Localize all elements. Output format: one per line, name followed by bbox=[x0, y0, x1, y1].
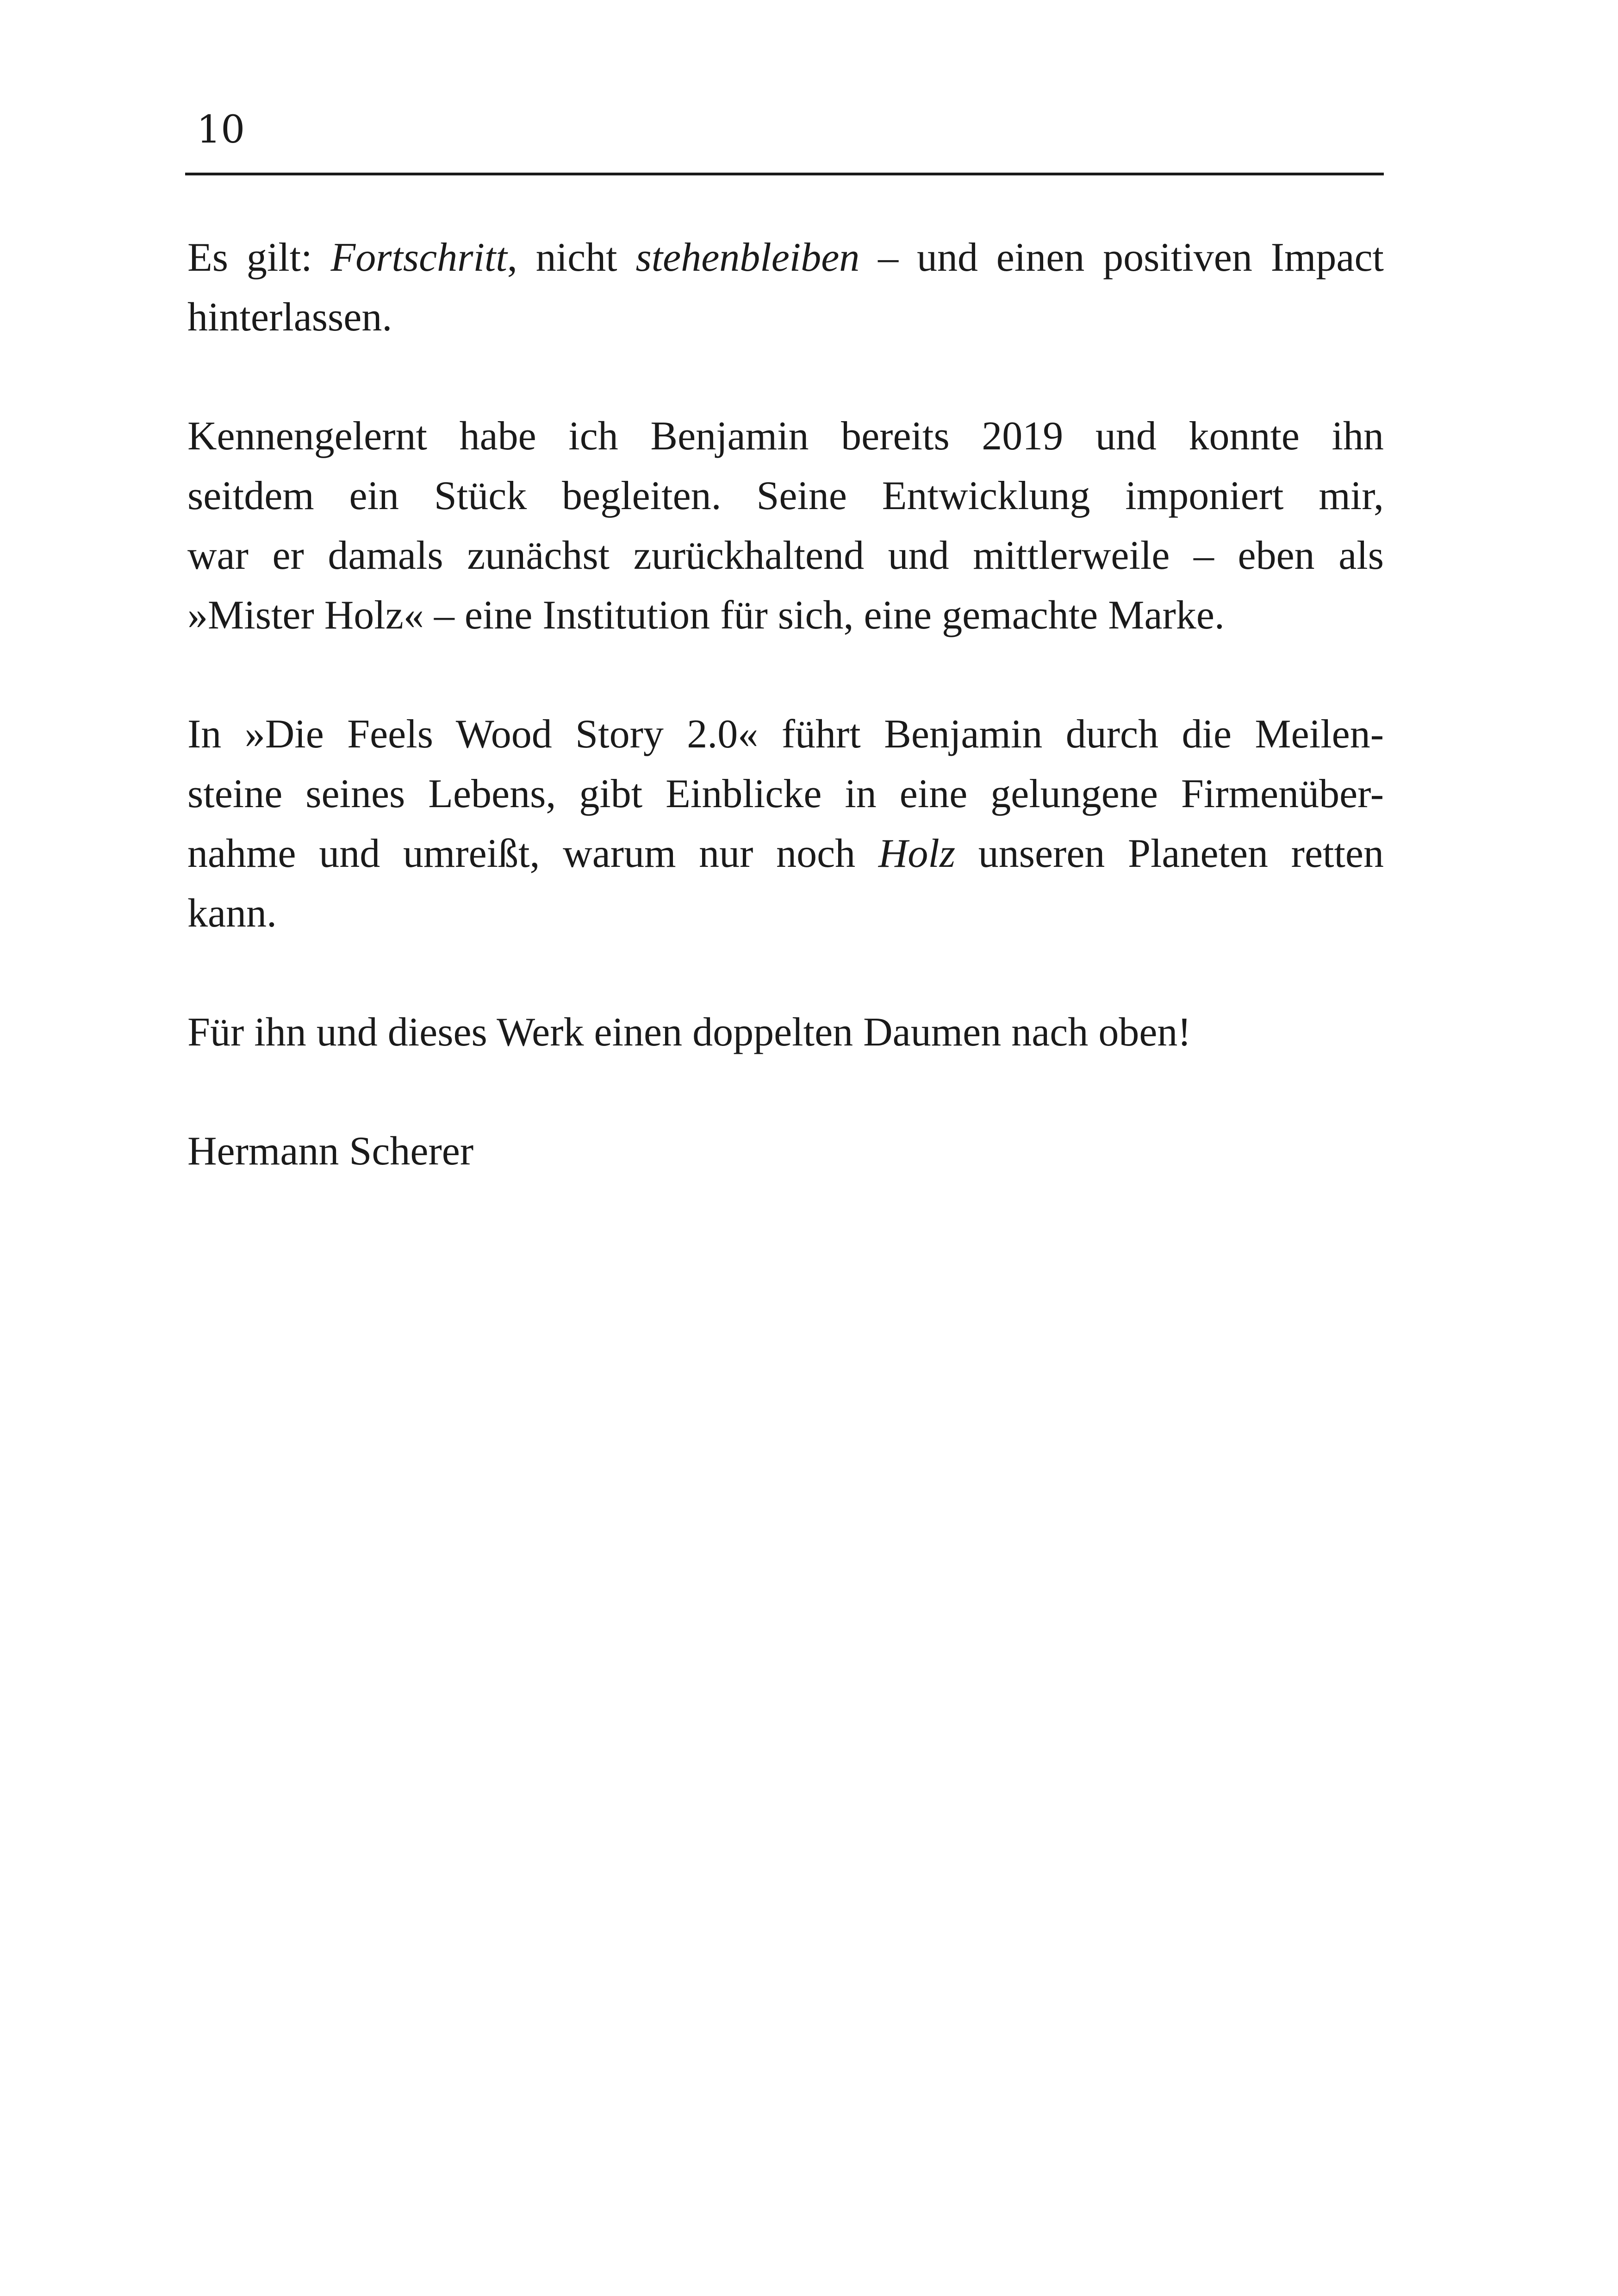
text-line: seitdem ein Stück begleiten. Seine Entwicklung imponiert mir, bbox=[187, 473, 1384, 518]
body-text bbox=[187, 228, 1384, 1181]
text-line: In »Die Feels Wood Story 2.0« führt Benjamin durch die Meilen- bbox=[187, 712, 1384, 757]
paragraph-1 bbox=[187, 228, 1384, 347]
text-line: war er damals zunächst zurückhaltend und mittlerweile – eben als bbox=[187, 533, 1384, 578]
text-line: kann. bbox=[187, 891, 277, 936]
emphasis-fortschritt: Fortschritt bbox=[330, 235, 507, 280]
paragraph-4: Für ihn und dieses Werk einen doppelten Daumen nach oben! bbox=[187, 1010, 1191, 1055]
text-line: Kennengelernt habe ich Benjamin bereits 2019 und konnte ihn bbox=[187, 414, 1384, 459]
text-line: nahme und umreißt, warum nur noch Holz unseren Planeten retten bbox=[187, 831, 1384, 876]
emphasis-stehenbleiben: stehenbleiben bbox=[635, 235, 860, 280]
paragraph-3 bbox=[187, 704, 1384, 943]
page-number: 10 bbox=[197, 108, 245, 152]
header-rule bbox=[185, 173, 1384, 175]
text-line: steine seines Lebens, gibt Einblicke in eine gelungene Firmenüber- bbox=[187, 772, 1384, 816]
text-line: hinterlassen. bbox=[187, 295, 392, 340]
text-line: Es gilt: Fortschritt, nicht stehenbleiben – und einen positiven Impact bbox=[187, 235, 1384, 280]
paragraph-2 bbox=[187, 406, 1384, 645]
text-line: »Mister Holz« – eine Institution für sich, eine gemachte Marke. bbox=[187, 593, 1225, 638]
author-signature: Hermann Scherer bbox=[187, 1129, 474, 1174]
emphasis-holz: Holz bbox=[878, 831, 956, 876]
